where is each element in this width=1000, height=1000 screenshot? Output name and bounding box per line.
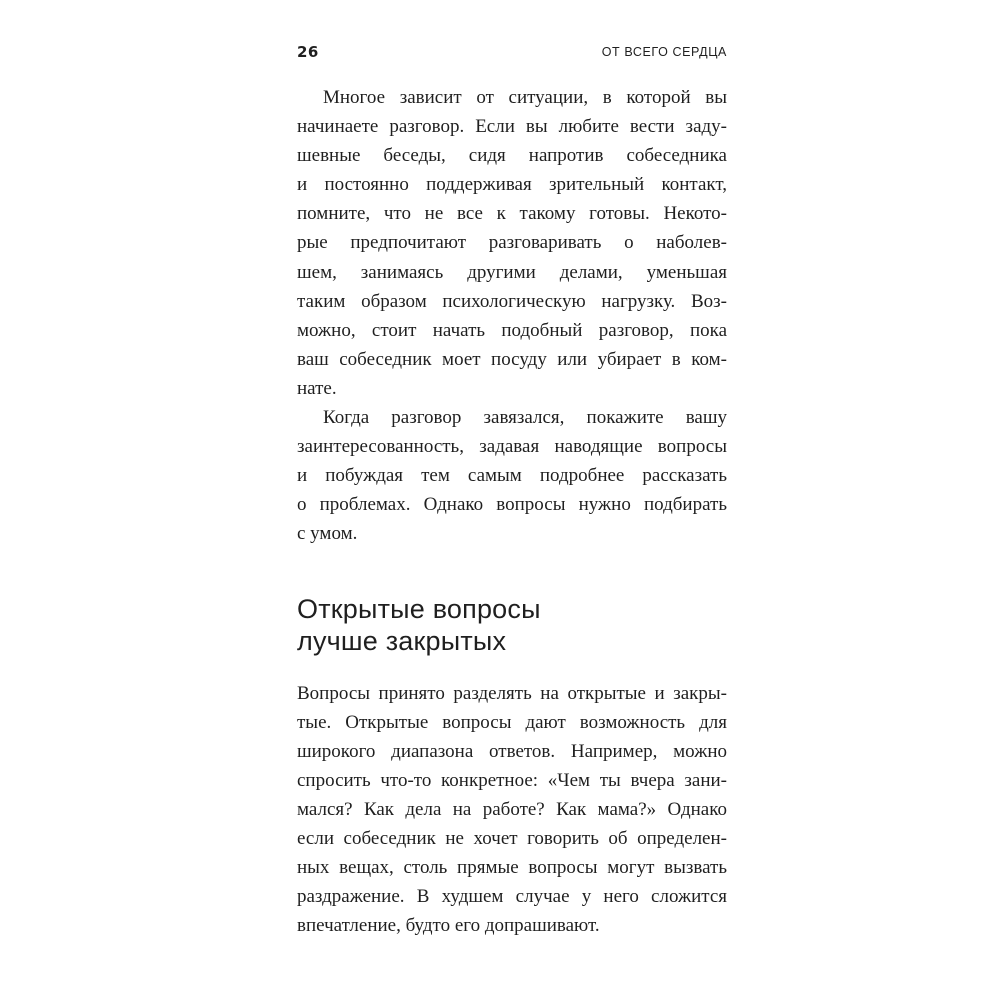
text-line: Когда разговор завязался, покажите вашу [323, 407, 727, 429]
text-line: нате. [297, 377, 337, 399]
text-line: раздражение. В худшем случае у него сложится [297, 886, 727, 908]
text-line: ваш собеседник моет посуду или убирает в ком- [297, 348, 727, 370]
paragraph-interest [297, 403, 727, 548]
text-line: Многое зависит от ситуации, в которой вы [323, 87, 727, 108]
text-line: ных вещах, столь прямые вопросы могут вызвать [297, 857, 727, 879]
text-line: тые. Открытые вопросы дают возможность для [297, 711, 727, 733]
text-line: если собеседник не хочет говорить об определен- [297, 827, 727, 849]
page-number: 26 [297, 43, 319, 61]
text-line: шем, занимаясь другими делами, уменьшая [297, 261, 727, 283]
text-line: Вопросы принято разделять на открытые и закры- [297, 682, 727, 704]
running-title: ОТ ВСЕГО СЕРДЦА [601, 45, 727, 59]
text-line: впечатление, будто его допрашивают. [297, 915, 600, 937]
text-line: начинаете разговор. Если вы любите вести заду- [297, 116, 727, 138]
text-line: и постоянно поддерживая зрительный контакт, [297, 174, 727, 196]
paragraph-open-questions [297, 679, 727, 941]
text-line: о проблемах. Однако вопросы нужно подбирать [297, 494, 727, 516]
heading-line: Открытые вопросы [297, 593, 541, 624]
text-line: мался? Как дела на работе? Как мама?» Однако [297, 798, 727, 820]
heading-line: лучше закрытых [297, 625, 507, 656]
text-column [297, 83, 727, 940]
text-line: можно, стоит начать подобный разговор, пока [297, 319, 727, 341]
text-line: с умом. [297, 523, 358, 545]
text-line: помните, что не все к такому готовы. Некото- [297, 203, 727, 225]
text-line: спросить что-то конкретное: «Чем ты вчера зани- [297, 769, 727, 791]
text-line: рые предпочитают разговаривать о наболев- [297, 232, 727, 254]
text-line: шевные беседы, сидя напротив собеседника [297, 145, 727, 167]
page-header [297, 43, 727, 65]
text-line: заинтересованность, задавая наводящие вопросы [297, 436, 727, 458]
section-heading [297, 593, 727, 657]
text-line: широкого диапазона ответов. Например, можно [297, 740, 727, 762]
paragraph-situation [297, 83, 727, 403]
text-line: таким образом психологическую нагрузку. Воз- [297, 290, 727, 312]
text-line: и побуждая тем самым подробнее рассказать [297, 465, 727, 487]
